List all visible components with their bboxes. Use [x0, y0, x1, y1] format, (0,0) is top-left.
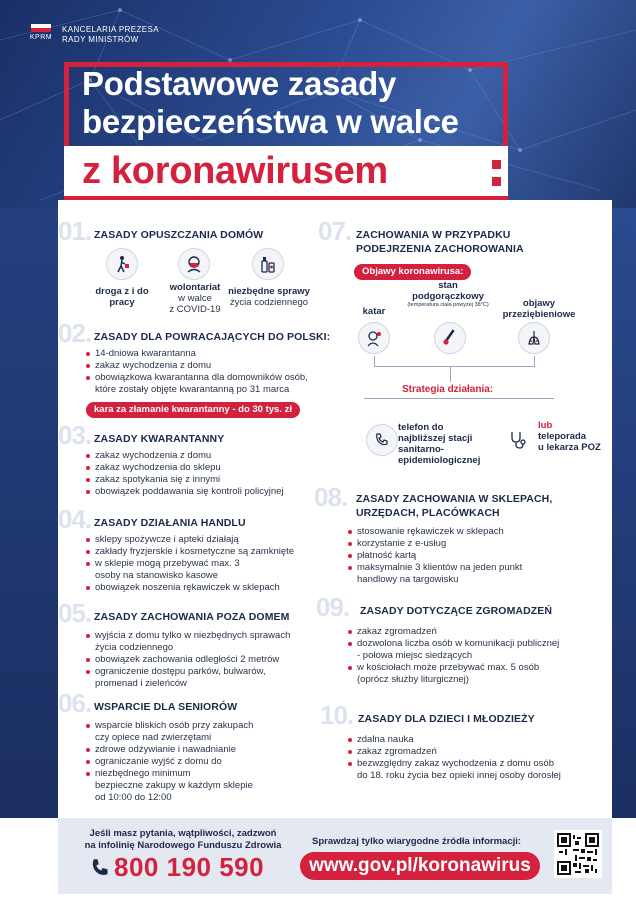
list-item: korzystanie z e-usług — [348, 538, 598, 550]
youth-rules-list — [348, 734, 604, 782]
walking-person-icon — [106, 248, 138, 280]
section-title-05: ZASADY ZACHOWANIA POZA DOMEM — [94, 611, 290, 623]
list-item: zakaz zgromadzeń — [348, 746, 604, 758]
icon-label-work: droga z i do pracy — [95, 286, 149, 308]
list-item: w sklepie mogą przebywać max. 3 — [86, 558, 336, 570]
section-number-03: 03. — [58, 420, 92, 450]
or-text: lub — [538, 420, 553, 431]
section-number-10: 10. — [320, 700, 354, 730]
quarantine-rules-list — [86, 450, 336, 498]
list-item: zdrowe odżywianie i nawadnianie — [86, 744, 336, 756]
section-title-04: ZASADY DZIAŁANIA HANDLU — [94, 517, 246, 529]
symptom-label-cold: objawy przeziębieniowe — [502, 298, 576, 320]
list-item: życia codziennego — [95, 642, 174, 653]
symptom-label-runny-nose: katar — [362, 306, 386, 317]
kprm-logo — [30, 24, 159, 46]
outside-rules-list — [86, 630, 336, 690]
phone-station-text: telefon do najbliższej stacji sanitarno- epidemiologicznej — [398, 422, 481, 466]
logo-line-2: RADY MINISTRÓW — [62, 35, 139, 44]
penalty-badge: kara za złamanie kwarantanny - do 30 tys. zł — [86, 402, 300, 418]
returning-rules-list — [86, 348, 336, 396]
stethoscope-icon — [502, 424, 534, 456]
connector-line — [374, 366, 535, 367]
section-title-07: ZACHOWANIA W PRZYPADKU PODEJRZENIA ZACHOROWANIA — [356, 229, 524, 255]
phone-handset-icon — [90, 858, 110, 878]
list-item: bezwzględny zakaz wychodzenia z domu osób — [348, 758, 604, 770]
qr-code-icon[interactable] — [554, 830, 602, 878]
list-item: ograniczenie dostępu parków, bulwarów, — [86, 666, 336, 678]
list-item: sklepy spożywcze i apteki działają — [86, 534, 336, 546]
list-item: obowiązek zachowania odległości 2 metrów — [86, 654, 336, 666]
shop-rules-list — [348, 526, 598, 586]
section-number-01: 01. — [58, 216, 92, 246]
list-item: zdalna nauka — [348, 734, 604, 746]
section-number-06: 06. — [58, 688, 92, 718]
list-item: wyjścia z domu tylko w niezbędnych sprawach — [86, 630, 336, 642]
list-item: 14-dniowa kwarantanna — [86, 348, 336, 360]
section-number-08: 08. — [314, 482, 348, 512]
teleconsultation-text: teleporada u lekarza POZ — [538, 431, 601, 453]
list-item: czy opiece nad zwierzętami — [95, 732, 212, 743]
sources-heading: Sprawdzaj tylko wiarygodne źródła informacji: — [312, 836, 522, 847]
shopping-icon — [252, 248, 284, 280]
list-item: do 18. roku życia bez opieki innej osoby dorosłej — [357, 770, 561, 781]
title-line-1: Podstawowe zasady — [82, 65, 397, 102]
section-title-06: WSPARCIE DLA SENIORÓW — [94, 701, 238, 713]
list-item: zakłady fryzjerskie i kosmetyczne są zamknięte — [86, 546, 336, 558]
list-item: handlowy na targowisku — [357, 574, 459, 585]
list-item: stosowanie rękawiczek w sklepach — [348, 526, 598, 538]
list-item: zakaz wychodzenia z domu — [86, 450, 336, 462]
strategy-heading: Strategia działania: — [402, 384, 494, 395]
colon-dots-icon — [490, 158, 504, 188]
list-item: ograniczanie wyjść z domu do — [86, 756, 336, 768]
thermometer-icon — [434, 322, 466, 354]
title-line-3: z koronawirusem — [82, 150, 388, 192]
list-item: bezpieczne zakupy w każdym sklepie — [95, 780, 253, 791]
list-item: wsparcie bliskich osób przy zakupach — [86, 720, 336, 732]
section-number-05: 05. — [58, 598, 92, 628]
symptoms-heading: Objawy koronawirusa: — [354, 264, 471, 280]
list-item: zakaz wychodzenia z domu — [86, 360, 336, 372]
symptom-label-fever: stan podgorączkowy (temperatura ciała powyżej 38°C) — [407, 280, 489, 308]
section-number-07: 07. — [318, 216, 352, 246]
left-side-band — [0, 208, 58, 818]
list-item: płatność kartą — [348, 550, 598, 562]
list-item: w kościołach może przebywać max. 5 osób — [348, 662, 598, 674]
section-title-02: ZASADY DLA POWRACAJĄCYCH DO POLSKI: — [94, 331, 331, 343]
list-item: zakaz wychodzenia do sklepu — [86, 462, 336, 474]
section-title-09: ZASADY DOTYCZĄCE ZGROMADZEŃ — [360, 605, 553, 617]
eagle-flag-icon — [30, 24, 52, 46]
gathering-rules-list — [348, 626, 598, 686]
trade-rules-list — [86, 534, 336, 594]
hotline-number-text: 800 190 590 — [114, 852, 265, 882]
connector-line — [364, 398, 554, 399]
runny-nose-icon — [358, 322, 390, 354]
icon-label-errands: niezbędne sprawy życia codziennego — [228, 286, 310, 308]
list-item: obowiązek poddawania się kontroli policyjnej — [86, 486, 336, 498]
phone-icon — [366, 424, 398, 456]
logo-line-1: KANCELARIA PREZESA — [62, 25, 160, 34]
section-title-10: ZASADY DLA DZIECI I MŁODZIEŻY — [358, 713, 535, 725]
list-item: dozwolona liczba osób w komunikacji publicznej — [348, 638, 598, 650]
section-number-02: 02. — [58, 318, 92, 348]
list-item: zakaz zgromadzeń — [348, 626, 598, 638]
senior-support-list — [86, 720, 336, 804]
section-number-09: 09. — [316, 592, 350, 622]
lungs-icon — [518, 322, 550, 354]
list-item: niezbędnego minimum — [86, 768, 336, 780]
website-link[interactable]: www.gov.pl/koronawirus — [300, 852, 540, 880]
logo-abbreviation: KPRM — [29, 34, 53, 41]
list-item: które zostały objęte kwarantanną po 31 marca — [95, 384, 290, 395]
list-item: maksymalnie 3 klientów na jeden punkt — [348, 562, 598, 574]
list-item: od 10:00 do 12:00 — [95, 792, 172, 803]
connector-line — [374, 356, 375, 366]
list-item: obowiązkowa kwarantanna dla domowników osób, — [86, 372, 336, 384]
hotline-number[interactable] — [90, 852, 264, 883]
hotline-text: Jeśli masz pytania, wątpliwości, zadzwoń na infolinię Narodowego Funduszu Zdrowia — [84, 828, 282, 851]
section-title-03: ZASADY KWARANTANNY — [94, 433, 225, 445]
logo-text — [62, 25, 159, 45]
list-item: zakaz spotykania się z innymi — [86, 474, 336, 486]
list-item: (oprócz służby liturgicznej) — [357, 674, 469, 685]
icon-label-volunteer: wolontariat w walce z COVID-19 — [169, 282, 221, 315]
volunteer-icon — [178, 248, 210, 280]
section-title-08: ZASADY ZACHOWANIA W SKLEPACH, URZĘDACH, PLACÓWKACH — [356, 493, 553, 519]
list-item: obowiązek noszenia rękawiczek w sklepach — [86, 582, 336, 594]
section-title-01: ZASADY OPUSZCZANIA DOMÓW — [94, 229, 264, 241]
connector-line — [450, 366, 451, 382]
title-line-2: bezpieczeństwa w walce — [82, 103, 459, 140]
connector-line — [534, 356, 535, 366]
list-item: promenad i zieleńców — [95, 678, 187, 689]
list-item: osoby na stanowisko kasowe — [95, 570, 219, 581]
right-side-band — [612, 208, 636, 818]
list-item: - połowa miejsc siedzących — [357, 650, 473, 661]
section-number-04: 04. — [58, 504, 92, 534]
